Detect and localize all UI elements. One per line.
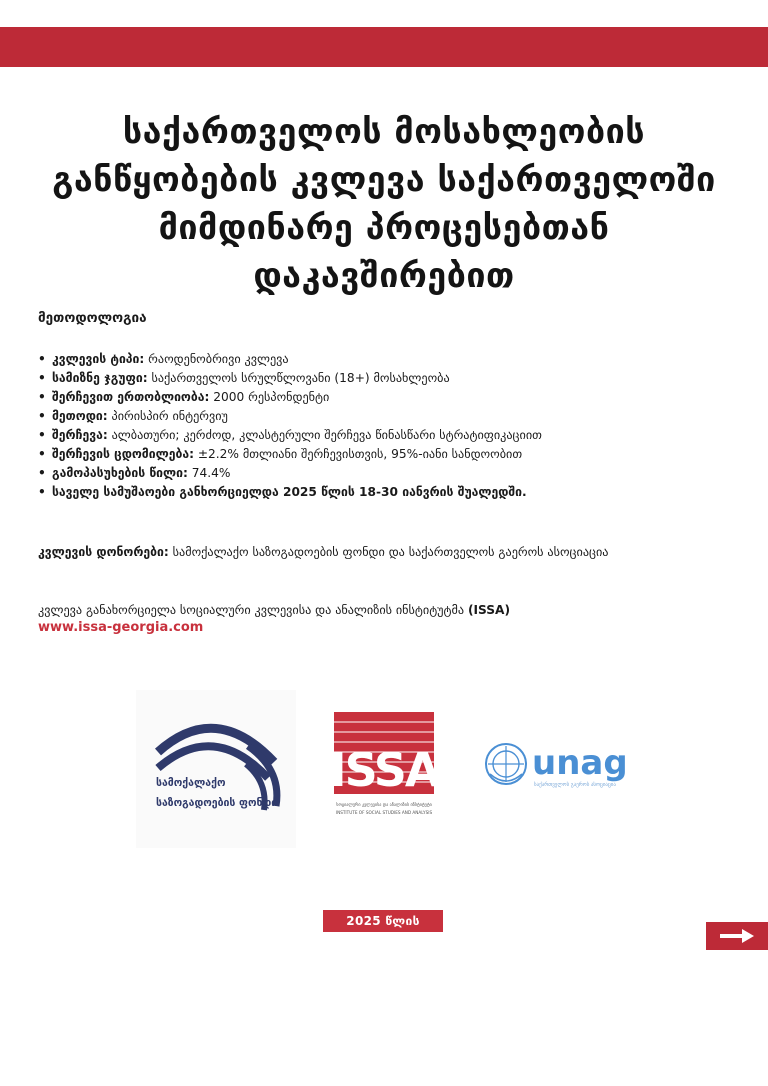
conducted-by-paragraph	[38, 601, 738, 620]
list-item: • გამოპასუხების წილი: 74.4%	[38, 464, 738, 483]
bullet-icon: •	[38, 409, 46, 423]
issa-logo	[330, 708, 440, 820]
unag-logo	[482, 736, 638, 792]
list-item: • შერჩევის ცდომილება: ±2.2% მთლიანი შერჩევისთვის, 95%-იანი სანდოობით	[38, 445, 738, 464]
issa-logo-icon	[330, 708, 440, 820]
conducted-by-abbr: (ISSA)	[467, 603, 511, 617]
donors-label: კვლევის დონორები:	[38, 545, 169, 559]
donors-paragraph	[38, 543, 738, 562]
csf-arc-icon	[136, 690, 296, 848]
bullet-icon: •	[38, 428, 46, 442]
conducted-by-text: კვლევა განახორციელა სოციალური კვლევისა და ანალიზის ინსტიტუტმა	[38, 603, 468, 617]
bullet-icon: •	[38, 485, 46, 499]
website-link[interactable]: www.issa-georgia.com	[38, 620, 204, 635]
csf-logo	[136, 690, 296, 848]
methodology-list	[38, 350, 738, 502]
arrow-right-icon	[720, 929, 754, 943]
donors-value: სამოქალაქო საზოგადოების ფონდი და საქართველოს გაეროს ასოციაცია	[168, 545, 609, 559]
page-title	[24, 108, 744, 300]
issa-logo-text: ISSA	[330, 743, 439, 797]
methodology-heading: მეთოდოლოგია	[38, 310, 147, 326]
csf-logo-line-1: სამოქალაქო	[156, 777, 226, 789]
list-item: • მეთოდი: პირისპირ ინტერვიუ	[38, 407, 738, 426]
unag-logo-text: unag	[532, 743, 628, 783]
issa-caption-2: INSTITUTE OF SOCIAL STUDIES AND ANALYSIS	[335, 810, 433, 815]
list-item: • შერჩევა: ალბათური; კერძოდ, კლასტერული შერჩევა წინასწარი სტრატიფიკაციით	[38, 426, 738, 445]
issa-caption-1: სოციალური კვლევისა და ანალიზის ინსტიტუტი	[336, 802, 432, 807]
title-line-1: საქართველოს მოსახლეობის	[122, 112, 646, 152]
title-line-3: მიმდინარე პროცესებთან დაკავშირებით	[158, 208, 610, 296]
list-item: • კვლევის ტიპი: რაოდენობრივი კვლევა	[38, 350, 738, 369]
top-banner	[0, 27, 768, 67]
bullet-icon: •	[38, 352, 46, 366]
bullet-icon: •	[38, 447, 46, 461]
unag-emblem-icon	[482, 736, 638, 792]
title-line-2: განწყობების კვლევა საქართველოში	[52, 160, 716, 200]
unag-caption: საქართველოს გაეროს ასოციაცია	[534, 782, 616, 788]
list-item: • სამიზნე ჯგუფი: საქართველოს სრულწლოვანი (18+) მოსახლეობა	[38, 369, 738, 388]
list-item: • შერჩევით ერთობლიობა: 2000 რესპონდენტი	[38, 388, 738, 407]
date-badge: 2025 წლის იანვარი	[323, 910, 443, 932]
list-item: • საველე სამუშაოები განხორციელდა 2025 წლის 18-30 იანვრის შუალედში.	[38, 483, 738, 502]
csf-logo-line-2: საზოგადოების ფონდი	[156, 797, 278, 809]
bullet-icon: •	[38, 390, 46, 404]
bullet-icon: •	[38, 466, 46, 480]
next-page-button[interactable]	[706, 922, 768, 950]
bullet-icon: •	[38, 371, 46, 385]
